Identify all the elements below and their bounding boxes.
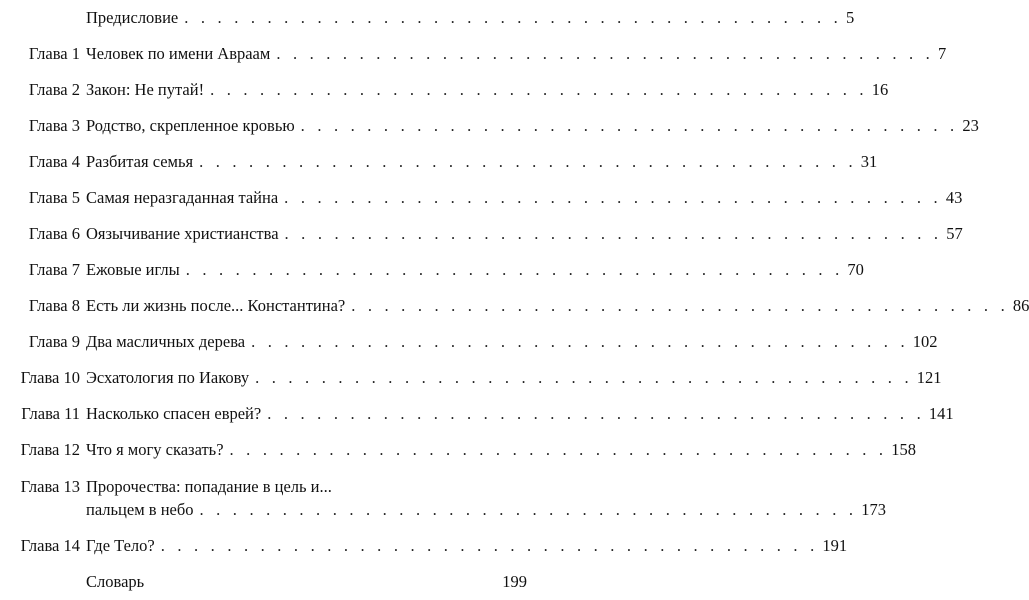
toc-entry-chapter-2[interactable] <box>0 78 889 102</box>
entry-title: Пророчества: попадание в цель и... <box>86 477 332 496</box>
toc-entry-glossary[interactable] <box>0 570 549 594</box>
toc-entry-chapter-10[interactable] <box>0 366 942 390</box>
chapter-number: Глава 4 <box>28 152 80 171</box>
page-number: 57 <box>946 224 963 243</box>
leader-dots: . . . . . . . . . . . . . . . . . . . . . . . . . . . . . . . . . . . . . . . . <box>199 152 857 171</box>
leader-dots: . . . . . . . . . . . . . . . . . . . . . . . . . . . . . . . . . . . . . . . . <box>267 404 925 423</box>
page-number: 70 <box>847 260 864 279</box>
toc-entry-chapter-9[interactable] <box>0 330 938 354</box>
leader-dots: . . . . . . . . . . . . . . . . . . . . . . . . . . . . . . . . . . . . . . . . <box>284 188 942 207</box>
toc-entry-chapter-3[interactable] <box>0 114 979 138</box>
leader-dots: . . . . . . . . . . . . . . . . . . . . . . . . . . . . . . . . . . . . . . . . <box>184 8 842 27</box>
toc-entry-chapter-14[interactable] <box>0 534 848 558</box>
page-number: 121 <box>916 368 942 387</box>
chapter-number: Глава 2 <box>28 80 80 99</box>
page-number: 5 <box>845 8 855 27</box>
leader-dots: . . . . . . . . . . . . . . . . . . . . . . . . . . . . . . . . . . . . . . . . <box>199 500 858 519</box>
entry-title: Насколько спасен еврей? <box>86 404 262 423</box>
entry-title: Человек по имени Авраам <box>86 44 271 63</box>
chapter-number: Глава 12 <box>20 440 80 459</box>
leader-dots: . . . . . . . . . . . . . . . . . . . . . . . . . . . . . . . . . . . . . . . . <box>276 44 935 63</box>
entry-title: Два масличных дерева <box>86 332 246 351</box>
toc-entry-chapter-4[interactable] <box>0 150 878 174</box>
entry-title: Ежовые иглы <box>86 260 180 279</box>
leader-dots: . . . . . . . . . . . . . . . . . . . . . . . . . . . . . . . . . . . . . . . . <box>351 296 1009 315</box>
entry-title: Разбитая семья <box>86 152 194 171</box>
toc-entry-preface[interactable] <box>0 6 855 30</box>
chapter-number: Глава 1 <box>28 44 80 63</box>
leader-dots: . . . . . . . . . . . . . . . . . . . . . . . . . . . . . . . . . . . . . . . . <box>251 332 909 351</box>
chapter-number: Глава 3 <box>28 116 80 135</box>
toc-entry-chapter-1[interactable] <box>0 42 947 66</box>
page-number: 23 <box>962 116 979 135</box>
leader-dots: . . . . . . . . . . . . . . . . . . . . . . . . . . . . . . . . . . . . . . . . <box>255 368 913 387</box>
page-number: 7 <box>938 44 947 63</box>
page-number: 31 <box>860 152 878 171</box>
page-number: 102 <box>912 332 938 351</box>
leader-dots: . . . . . . . . . . . . . . . . . . . . . . . . . . . . . . . . . . . . . . . . <box>229 440 888 459</box>
page-number: 158 <box>891 440 916 459</box>
entry-title: Родство, скрепленное кровью <box>86 116 295 135</box>
toc-entry-chapter-12[interactable] <box>0 438 916 462</box>
toc-entry-chapter-6[interactable] <box>0 222 963 246</box>
page-number: 173 <box>861 500 886 519</box>
leader-dots: . . . . . . . . . . . . . . . . . . . . . . . . . . . . . . . . . . . . . . . . <box>300 116 959 135</box>
page-number: 191 <box>822 536 848 555</box>
chapter-number: Глава 14 <box>20 536 80 555</box>
entry-title: Эсхатология по Иакову <box>86 368 250 387</box>
toc-entry-chapter-11[interactable] <box>0 402 954 426</box>
entry-title: Закон: Не путай! <box>86 80 205 99</box>
page-number: 16 <box>871 80 889 99</box>
entry-title: Предисловие <box>86 8 179 27</box>
chapter-number: Глава 9 <box>28 332 80 351</box>
chapter-number: Глава 13 <box>20 477 80 496</box>
leader-dots: . . . . . . . . . . . . . . . . . . . . . . . . . . . . . . . . . . . . . . . . <box>284 224 943 243</box>
entry-title: Самая неразгаданная тайна <box>86 188 279 207</box>
chapter-number: Глава 5 <box>28 188 80 207</box>
toc-entry-chapter-5[interactable] <box>0 186 963 210</box>
entry-title: Оязычивание христианства <box>86 224 279 243</box>
leader-dots: . . . . . . . . . . . . . . . . . . . . . . . . . . . . . . . . . . . . . . . . <box>210 80 868 99</box>
entry-title: Где Тело? <box>86 536 155 555</box>
entry-title: Словарь <box>86 572 145 591</box>
chapter-number: Глава 10 <box>20 368 80 387</box>
leader-dots: . . . . . . . . . . . . . . . . . . . . . . . . . . . . . . . . . . . . . . . . <box>185 260 844 279</box>
chapter-number: Глава 8 <box>28 296 80 315</box>
entry-title: Есть ли жизнь после... Константина? <box>86 296 346 315</box>
chapter-number: Глава 11 <box>21 404 80 423</box>
page-number: 199 <box>502 572 527 591</box>
entry-title-continuation: пальцем в небо <box>86 500 194 519</box>
leader-dots: . . . . . . . . . . . . . . . . . . . . . . . . . . . . . . . . . . . . . . . . <box>160 536 819 555</box>
toc-entry-chapter-7[interactable] <box>0 258 864 282</box>
toc-entry-chapter-13[interactable] <box>0 475 886 523</box>
page-number: 86 <box>1012 296 1029 315</box>
chapter-number: Глава 6 <box>28 224 80 243</box>
entry-title: Что я могу сказать? <box>86 440 224 459</box>
page-number: 141 <box>928 404 954 423</box>
toc-entry-chapter-8[interactable] <box>0 294 1029 318</box>
page-number: 43 <box>945 188 963 207</box>
chapter-number: Глава 7 <box>28 260 80 279</box>
